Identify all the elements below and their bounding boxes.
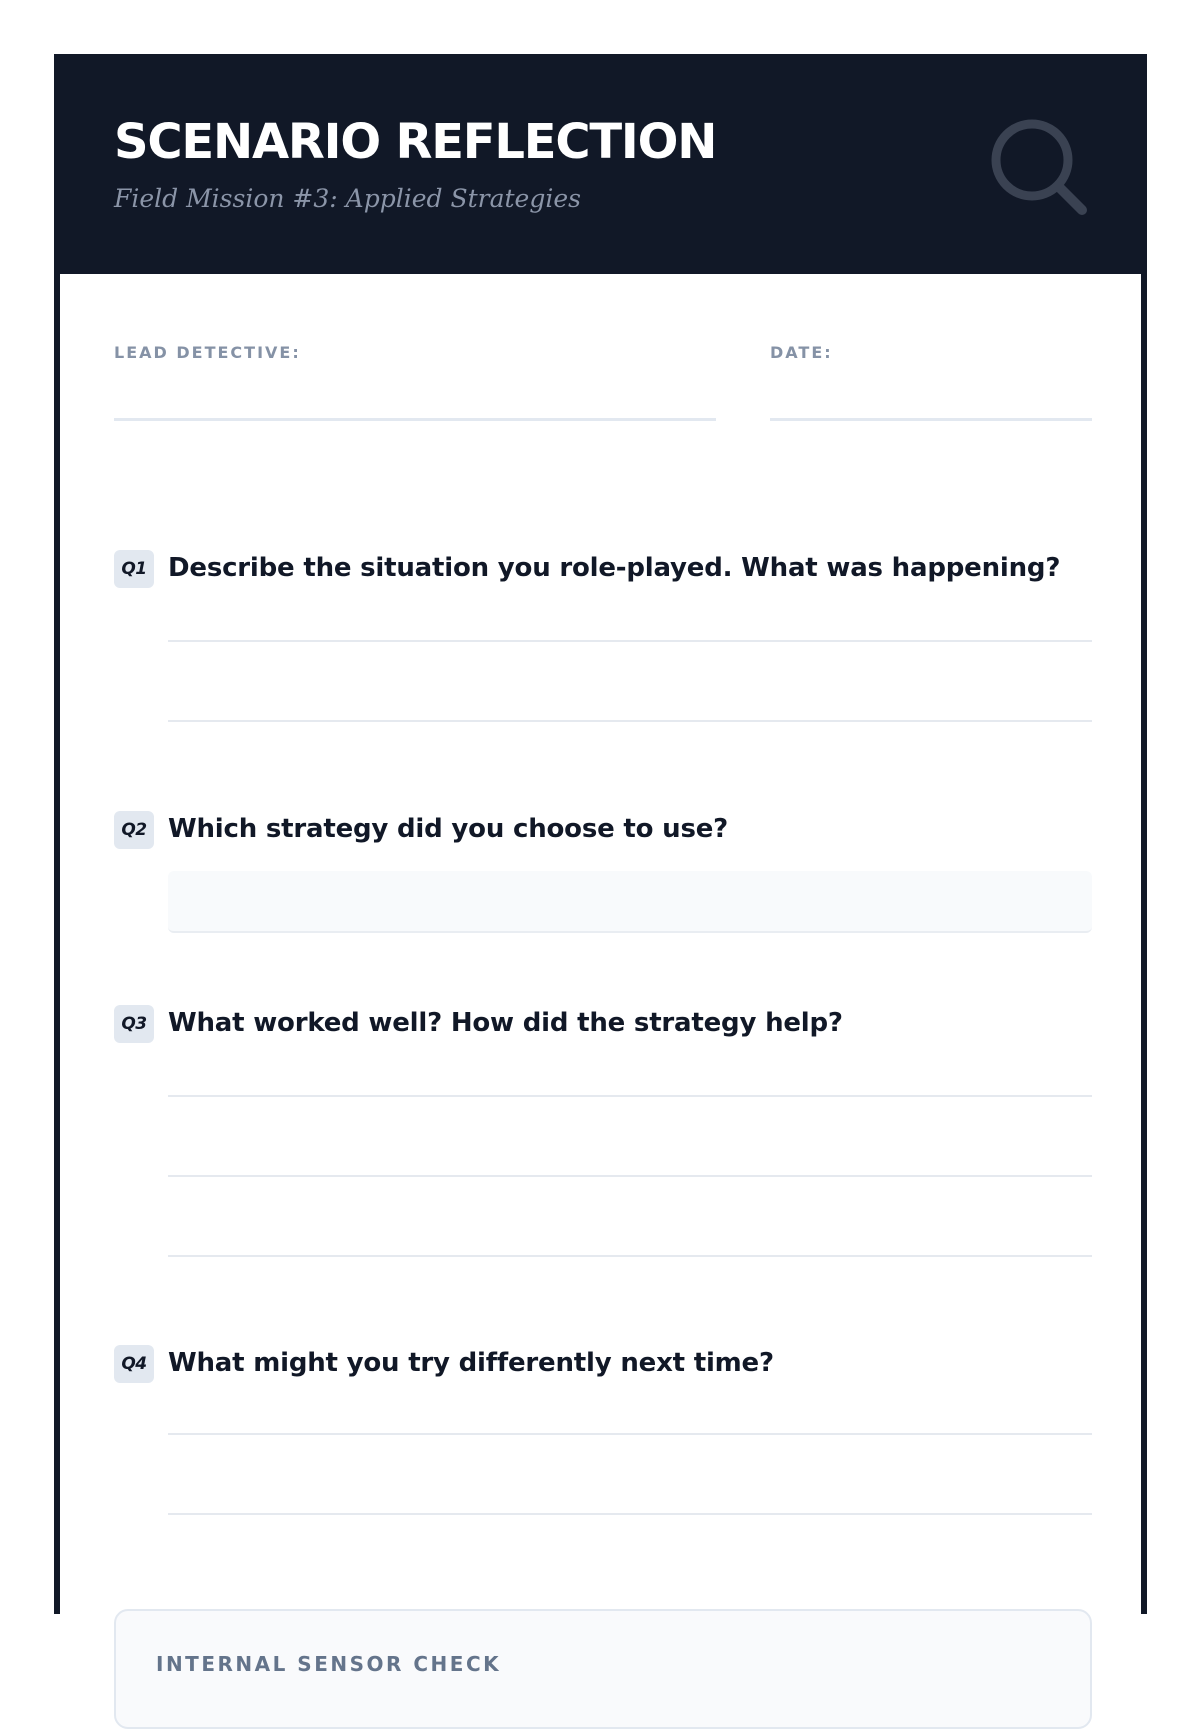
sensor-check-label: INTERNAL SENSOR CHECK: [156, 1652, 502, 1676]
question-text: What might you try differently next time?: [168, 1348, 774, 1378]
question-text: What worked well? How did the strategy help?: [168, 1008, 843, 1038]
question-text: Describe the situation you role-played. What was happening?: [168, 553, 1061, 583]
worksheet-sheet: [54, 54, 1147, 1676]
sensor-check-panel: [114, 1609, 1092, 1729]
lead-detective-field[interactable]: [114, 418, 716, 421]
page-title: SCENARIO REFLECTION: [114, 114, 717, 170]
worksheet-header: [54, 54, 1147, 274]
answer-line[interactable]: [168, 1433, 1092, 1435]
question-text: Which strategy did you choose to use?: [168, 814, 729, 844]
date-field[interactable]: [770, 418, 1092, 421]
answer-line[interactable]: [168, 1255, 1092, 1257]
answer-line[interactable]: [168, 640, 1092, 642]
answer-box[interactable]: [168, 871, 1092, 933]
answer-line[interactable]: [168, 1175, 1092, 1177]
question-badge: Q4: [114, 1345, 154, 1383]
answer-line[interactable]: [168, 720, 1092, 722]
lead-detective-label: LEAD DETECTIVE:: [114, 343, 301, 362]
question-badge: Q3: [114, 1005, 154, 1043]
page-subtitle: Field Mission #3: Applied Strategies: [114, 184, 581, 213]
question-badge: Q1: [114, 550, 154, 588]
date-label: DATE:: [770, 343, 833, 362]
answer-line[interactable]: [168, 1513, 1092, 1515]
answer-line[interactable]: [168, 1095, 1092, 1097]
magnifying-glass-icon: [984, 114, 1094, 224]
worksheet-body: [60, 274, 1141, 1676]
question-badge: Q2: [114, 811, 154, 849]
